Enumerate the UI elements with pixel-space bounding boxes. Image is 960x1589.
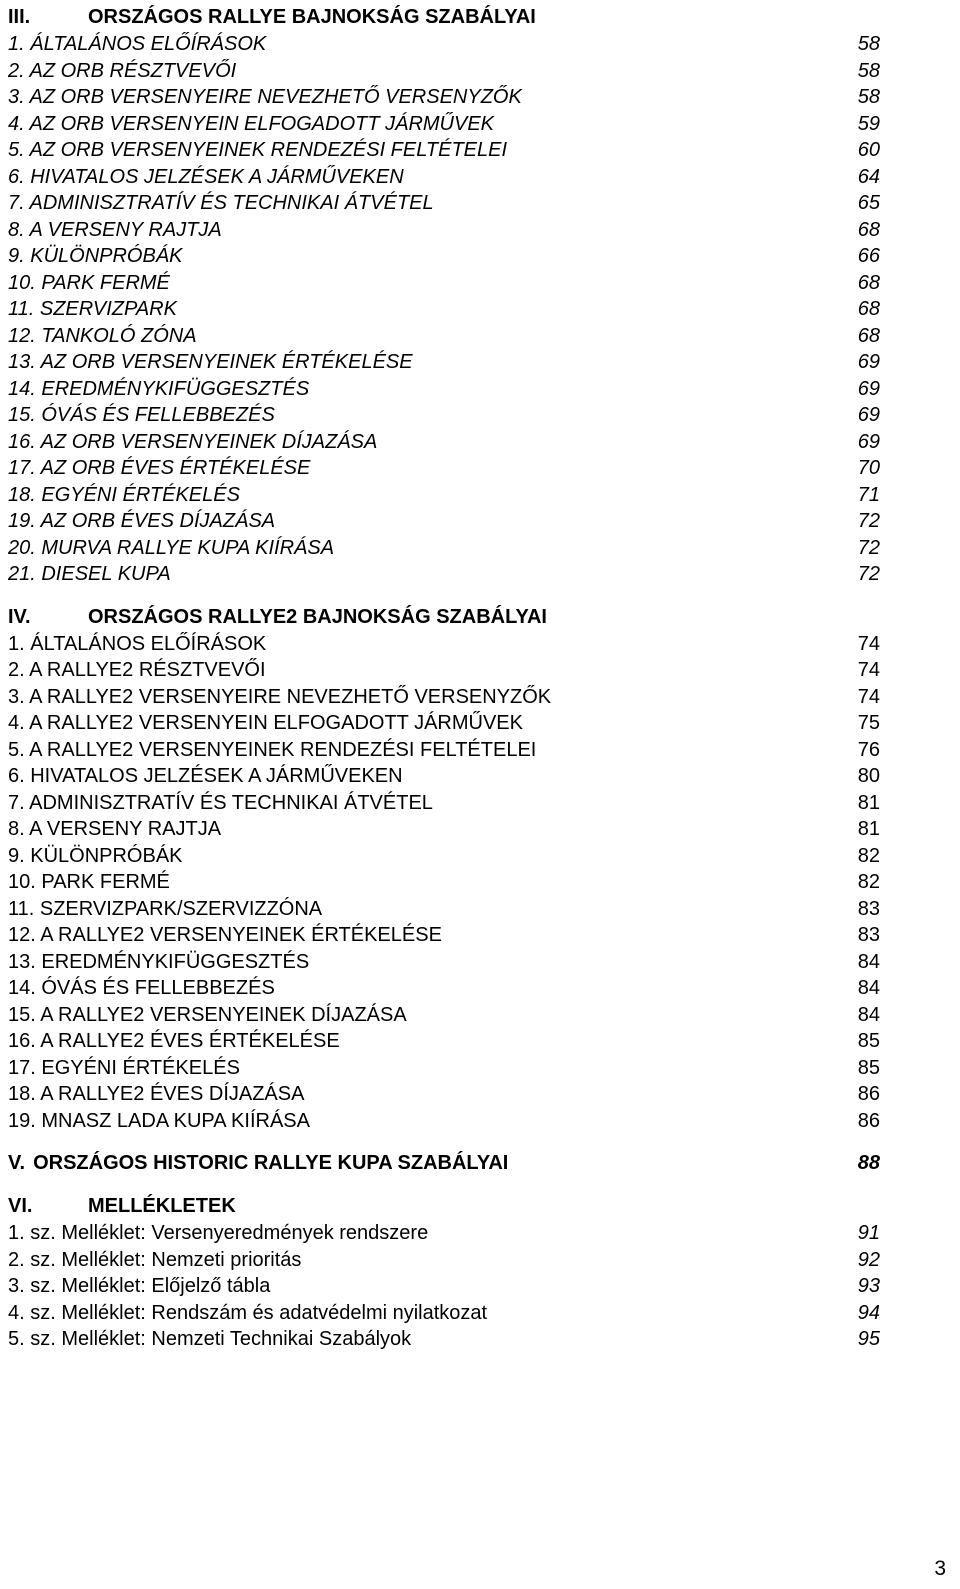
toc-entry-page: 85	[857, 1030, 880, 1053]
toc-entry-page: 69	[857, 430, 880, 453]
toc-entry-label: 8. A VERSENY RAJTJA	[8, 218, 222, 241]
toc-entry-page: 81	[857, 791, 880, 814]
toc-entry-page: 58	[857, 59, 880, 82]
toc-entry[interactable]	[8, 869, 880, 896]
toc-entry-label: 3. A RALLYE2 VERSENYEIRE NEVEZHETŐ VERSENYZŐK	[8, 685, 552, 708]
toc-entry-label: 17. EGYÉNI ÉRTÉKELÉS	[8, 1056, 240, 1079]
toc-entry-page: 68	[857, 298, 880, 321]
toc-section	[8, 1193, 880, 1353]
toc-entry-label: 1. ÁLTALÁNOS ELŐÍRÁSOK	[8, 632, 267, 655]
toc-entry-label: 6. HIVATALOS JELZÉSEK A JÁRMŰVEKEN	[8, 765, 403, 788]
toc-entry-list	[8, 631, 880, 1135]
toc-entry-page: 69	[857, 351, 880, 374]
toc-entry[interactable]	[8, 455, 880, 482]
toc-entry-label: 7. ADMINISZTRATÍV ÉS TECHNIKAI ÁTVÉTEL	[8, 192, 434, 215]
toc-entry[interactable]	[8, 1300, 880, 1327]
toc-entry-list	[8, 1220, 880, 1353]
toc-entry-page: 74	[857, 632, 880, 655]
toc-entry-page: 86	[857, 1083, 880, 1106]
toc-entry-page: 94	[857, 1301, 880, 1324]
section-heading[interactable]	[8, 1193, 880, 1220]
toc-entry-page: 86	[857, 1109, 880, 1132]
toc-entry[interactable]	[8, 1273, 880, 1300]
toc-entry-page: 84	[857, 977, 880, 1000]
toc-entry[interactable]	[8, 949, 880, 976]
section-numeral: VI.	[8, 1195, 33, 1217]
toc-entry[interactable]	[8, 535, 880, 562]
toc-entry-page: 58	[857, 33, 880, 56]
toc-entry-label: 4. sz. Melléklet: Rendszám és adatvédelmi nyilatkozat	[8, 1301, 488, 1324]
toc-entry[interactable]	[8, 376, 880, 403]
section-numeral: IV.	[8, 605, 31, 628]
toc-entry[interactable]	[8, 1002, 880, 1029]
toc-entry-page: 83	[857, 924, 880, 947]
toc-entry[interactable]	[8, 816, 880, 843]
section-heading[interactable]	[8, 604, 880, 631]
toc-entry-label: 2. sz. Melléklet: Nemzeti prioritás	[8, 1248, 302, 1271]
toc-entry[interactable]	[8, 58, 880, 85]
toc-entry-label: 3. sz. Melléklet: Előjelző tábla	[8, 1275, 271, 1298]
toc-entry-label: 16. AZ ORB VERSENYEINEK DÍJAZÁSA	[8, 430, 378, 453]
toc-entry-page: 70	[857, 457, 880, 480]
toc-entry-page: 93	[857, 1275, 880, 1298]
toc-entry[interactable]	[8, 684, 880, 711]
toc-entry[interactable]	[8, 429, 880, 456]
toc-entry[interactable]	[8, 1326, 880, 1353]
toc-entry[interactable]	[8, 137, 880, 164]
section-title: MELLÉKLETEK	[88, 1195, 236, 1217]
section-numeral: III.	[8, 6, 31, 28]
toc-entry-label: 1. ÁLTALÁNOS ELŐÍRÁSOK	[8, 33, 267, 56]
section-title: ORSZÁGOS RALLYE2 BAJNOKSÁG SZABÁLYAI	[88, 605, 547, 628]
toc-entry-page: 76	[857, 738, 880, 761]
toc-entry-page: 74	[857, 685, 880, 708]
toc-entry-page: 60	[857, 139, 880, 162]
toc-entry-page: 84	[857, 1003, 880, 1026]
toc-entry-page: 68	[857, 324, 880, 347]
toc-entry-label: 10. PARK FERMÉ	[8, 271, 170, 294]
toc-entry-page: 91	[857, 1222, 880, 1245]
toc-entry-page: 80	[857, 765, 880, 788]
section-page-number: 88	[857, 1152, 880, 1174]
toc-entry-label: 10. PARK FERMÉ	[8, 871, 170, 894]
toc-entry-label: 11. SZERVIZPARK/SZERVIZZÓNA	[8, 897, 323, 920]
section-title: ORSZÁGOS RALLYE BAJNOKSÁG SZABÁLYAI	[88, 6, 536, 28]
toc-entry[interactable]	[8, 763, 880, 790]
toc-entry[interactable]	[8, 631, 880, 658]
toc-entry-page: 81	[857, 818, 880, 841]
toc-entry-label: 16. A RALLYE2 ÉVES ÉRTÉKELÉSE	[8, 1030, 340, 1053]
toc-entry-label: 1. sz. Melléklet: Versenyeredmények rendszere	[8, 1222, 429, 1245]
toc-entry[interactable]	[8, 270, 880, 297]
table-of-contents	[8, 4, 880, 1353]
toc-entry-label: 6. HIVATALOS JELZÉSEK A JÁRMŰVEKEN	[8, 165, 404, 188]
toc-entry-label: 9. KÜLÖNPRÓBÁK	[8, 245, 183, 268]
toc-entry[interactable]	[8, 217, 880, 244]
toc-entry-label: 15. ÓVÁS ÉS FELLEBBEZÉS	[8, 404, 275, 427]
toc-entry-label: 14. ÓVÁS ÉS FELLEBBEZÉS	[8, 977, 275, 1000]
toc-entry-label: 11. SZERVIZPARK	[8, 298, 177, 321]
toc-entry-page: 71	[857, 483, 880, 506]
toc-entry[interactable]	[8, 737, 880, 764]
toc-entry-label: 9. KÜLÖNPRÓBÁK	[8, 844, 183, 867]
toc-entry[interactable]	[8, 657, 880, 684]
toc-entry-page: 72	[857, 510, 880, 533]
toc-entry-label: 18. EGYÉNI ÉRTÉKELÉS	[8, 483, 240, 506]
toc-entry-label: 7. ADMINISZTRATÍV ÉS TECHNIKAI ÁTVÉTEL	[8, 791, 433, 814]
toc-entry-label: 18. A RALLYE2 ÉVES DÍJAZÁSA	[8, 1083, 305, 1106]
toc-entry-page: 84	[857, 950, 880, 973]
toc-entry[interactable]	[8, 843, 880, 870]
section-heading[interactable]	[8, 1150, 880, 1177]
toc-entry[interactable]	[8, 323, 880, 350]
toc-entry[interactable]	[8, 482, 880, 509]
section-heading[interactable]	[8, 4, 880, 31]
toc-section	[8, 604, 880, 1135]
toc-entry-page: 59	[857, 112, 880, 135]
toc-entry[interactable]	[8, 1108, 880, 1135]
toc-entry-page: 66	[857, 245, 880, 268]
toc-entry[interactable]	[8, 1247, 880, 1274]
toc-entry-label: 5. sz. Melléklet: Nemzeti Technikai Szabályok	[8, 1328, 412, 1351]
toc-entry[interactable]	[8, 164, 880, 191]
toc-entry-page: 75	[857, 712, 880, 735]
toc-entry[interactable]	[8, 1028, 880, 1055]
toc-entry[interactable]	[8, 84, 880, 111]
toc-entry-label: 5. A RALLYE2 VERSENYEINEK RENDEZÉSI FELTÉTELEI	[8, 738, 537, 761]
toc-entry-page: 69	[857, 377, 880, 400]
toc-entry-page: 69	[857, 404, 880, 427]
toc-entry-label: 19. AZ ORB ÉVES DÍJAZÁSA	[8, 510, 276, 533]
toc-entry-page: 85	[857, 1056, 880, 1079]
toc-entry[interactable]	[8, 402, 880, 429]
toc-entry-label: 3. AZ ORB VERSENYEIRE NEVEZHETŐ VERSENYZŐK	[8, 86, 522, 109]
toc-entry[interactable]	[8, 243, 880, 270]
toc-entry[interactable]	[8, 975, 880, 1002]
toc-section	[8, 1150, 880, 1177]
toc-section	[8, 4, 880, 588]
toc-entry[interactable]	[8, 1220, 880, 1247]
toc-entry[interactable]	[8, 1081, 880, 1108]
toc-entry-page: 64	[857, 165, 880, 188]
toc-entry-label: 20. MURVA RALLYE KUPA KIÍRÁSA	[8, 536, 335, 559]
toc-entry-label: 13. EREDMÉNYKIFÜGGESZTÉS	[8, 950, 310, 973]
toc-entry-label: 15. A RALLYE2 VERSENYEINEK DÍJAZÁSA	[8, 1003, 407, 1026]
toc-entry[interactable]	[8, 790, 880, 817]
toc-entry[interactable]	[8, 190, 880, 217]
section-numeral: V.	[8, 1152, 26, 1174]
toc-entry-label: 2. AZ ORB RÉSZTVEVŐI	[8, 59, 237, 82]
toc-entry-page: 68	[857, 218, 880, 241]
toc-entry-label: 4. A RALLYE2 VERSENYEIN ELFOGADOTT JÁRMŰVEK	[8, 712, 523, 735]
toc-entry-page: 68	[857, 271, 880, 294]
toc-entry[interactable]	[8, 1055, 880, 1082]
toc-entry-label: 12. A RALLYE2 VERSENYEINEK ÉRTÉKELÉSE	[8, 924, 442, 947]
toc-entry-page: 82	[857, 871, 880, 894]
toc-entry-page: 65	[857, 192, 880, 215]
toc-entry-page: 83	[857, 897, 880, 920]
toc-entry[interactable]	[8, 296, 880, 323]
toc-entry-label: 5. AZ ORB VERSENYEINEK RENDEZÉSI FELTÉTELEI	[8, 139, 508, 162]
toc-entry-page: 72	[857, 536, 880, 559]
toc-entry[interactable]	[8, 31, 880, 58]
toc-entry-label: 4. AZ ORB VERSENYEIN ELFOGADOTT JÁRMŰVEK	[8, 112, 495, 135]
toc-entry-label: 2. A RALLYE2 RÉSZTVEVŐI	[8, 659, 266, 682]
toc-entry-label: 14. EREDMÉNYKIFÜGGESZTÉS	[8, 377, 310, 400]
toc-entry[interactable]	[8, 710, 880, 737]
toc-entry-page: 74	[857, 659, 880, 682]
toc-entry-list	[8, 31, 880, 588]
toc-entry-page: 82	[857, 844, 880, 867]
toc-entry-page: 72	[857, 563, 880, 586]
toc-entry-label: 13. AZ ORB VERSENYEINEK ÉRTÉKELÉSE	[8, 351, 413, 374]
toc-entry-page: 92	[857, 1248, 880, 1271]
toc-entry[interactable]	[8, 508, 880, 535]
toc-entry-page: 95	[857, 1328, 880, 1351]
toc-entry-label: 12. TANKOLÓ ZÓNA	[8, 324, 197, 347]
toc-entry-label: 19. MNASZ LADA KUPA KIÍRÁSA	[8, 1109, 310, 1132]
toc-entry[interactable]	[8, 561, 880, 588]
toc-entry[interactable]	[8, 349, 880, 376]
section-title: ORSZÁGOS HISTORIC RALLYE KUPA SZABÁLYAI	[33, 1152, 509, 1174]
toc-entry-label: 17. AZ ORB ÉVES ÉRTÉKELÉSE	[8, 457, 311, 480]
toc-entry[interactable]	[8, 922, 880, 949]
toc-entry-label: 21. DIESEL KUPA	[8, 563, 171, 586]
toc-entry-label: 8. A VERSENY RAJTJA	[8, 818, 222, 841]
toc-entry[interactable]	[8, 111, 880, 138]
page-number: 3	[934, 1557, 946, 1580]
toc-entry[interactable]	[8, 896, 880, 923]
toc-entry-page: 58	[857, 86, 880, 109]
